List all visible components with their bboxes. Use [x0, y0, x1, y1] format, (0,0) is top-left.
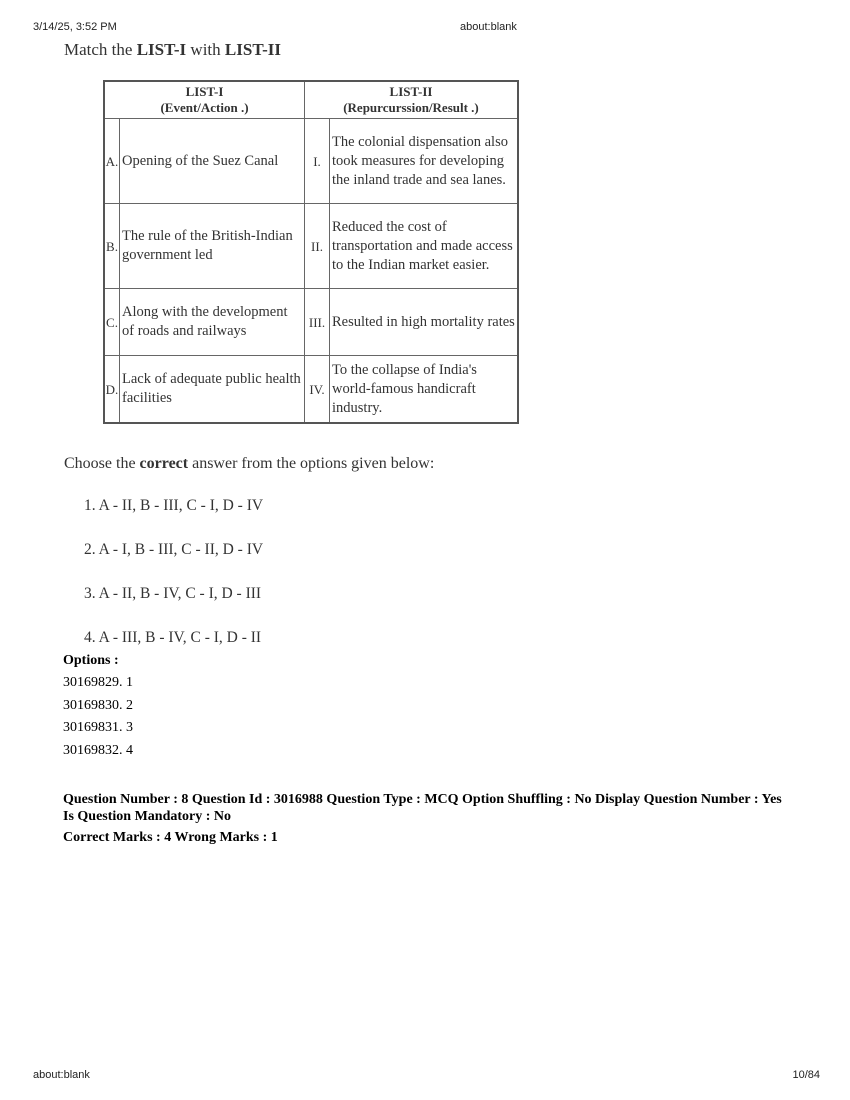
row-numeral: III.: [305, 289, 330, 356]
marks-meta: Correct Marks : 4 Wrong Marks : 1: [63, 830, 278, 845]
list2-title: LIST-II: [389, 84, 433, 99]
question-meta: Question Number : 8 Question Id : 3016988 Question Type : MCQ Option Shuffling : No Display Question Number : Yes Is Question Mandatory : No: [63, 792, 782, 824]
row-result: The colonial dispensation also took measures for developing the inland trade and sea lanes.: [330, 119, 519, 204]
option-id-2: 30169830. 2: [63, 698, 133, 713]
option-id-3: 30169831. 3: [63, 720, 133, 735]
choose-suffix: answer from the options given below:: [188, 455, 435, 472]
choose-prefix: Choose the: [64, 455, 140, 472]
row-label: C.: [104, 289, 120, 356]
choose-bold: correct: [139, 455, 189, 472]
options-label: Options :: [63, 653, 119, 668]
row-numeral: I.: [305, 119, 330, 204]
intro-list1: LIST-I: [136, 40, 187, 59]
row-label: B.: [104, 204, 120, 289]
option-id-1: 30169829. 1: [63, 675, 133, 690]
intro-list2: LIST-II: [224, 40, 281, 59]
question-intro: [64, 40, 281, 60]
row-event: Lack of adequate public health facilities: [120, 356, 305, 424]
row-result: Resulted in high mortality rates: [330, 289, 519, 356]
list1-subtitle: (Event/Action .): [160, 100, 249, 115]
intro-prefix: Match the: [64, 40, 137, 59]
match-table: [103, 80, 519, 424]
option-id-4: 30169832. 4: [63, 743, 133, 758]
answer-choice-2: 2. A - I, B - III, C - II, D - IV: [84, 541, 264, 558]
row-numeral: II.: [305, 204, 330, 289]
choose-instruction: [64, 455, 434, 473]
row-result: To the collapse of India's world-famous handicraft industry.: [330, 356, 519, 424]
answer-choice-3: 3. A - II, B - IV, C - I, D - III: [84, 585, 262, 602]
row-result: Reduced the cost of transportation and made access to the Indian market easier.: [330, 204, 519, 289]
answer-choice-1: 1. A - II, B - III, C - I, D - IV: [84, 497, 264, 514]
row-event: Along with the development of roads and railways: [120, 289, 305, 356]
table-row: [104, 119, 518, 204]
table-row: [104, 356, 518, 424]
list2-subtitle: (Repurcurssion/Result .): [343, 100, 479, 115]
row-label: A.: [104, 119, 120, 204]
row-event: Opening of the Suez Canal: [120, 119, 305, 204]
table-header-row: [104, 81, 518, 119]
table-row: [104, 204, 518, 289]
row-numeral: IV.: [305, 356, 330, 424]
print-footer-url: about:blank: [33, 1069, 90, 1081]
row-event: The rule of the British-Indian government led: [120, 204, 305, 289]
page-number: 10/84: [792, 1069, 820, 1081]
table-row: [104, 289, 518, 356]
list1-title: LIST-I: [185, 84, 224, 99]
print-datetime: 3/14/25, 3:52 PM: [33, 21, 117, 33]
print-header-url: about:blank: [460, 21, 517, 33]
list1-header: [104, 81, 305, 119]
row-label: D.: [104, 356, 120, 424]
answer-choice-4: 4. A - III, B - IV, C - I, D - II: [84, 629, 262, 646]
intro-mid: with: [186, 40, 225, 59]
list2-header: [305, 81, 519, 119]
